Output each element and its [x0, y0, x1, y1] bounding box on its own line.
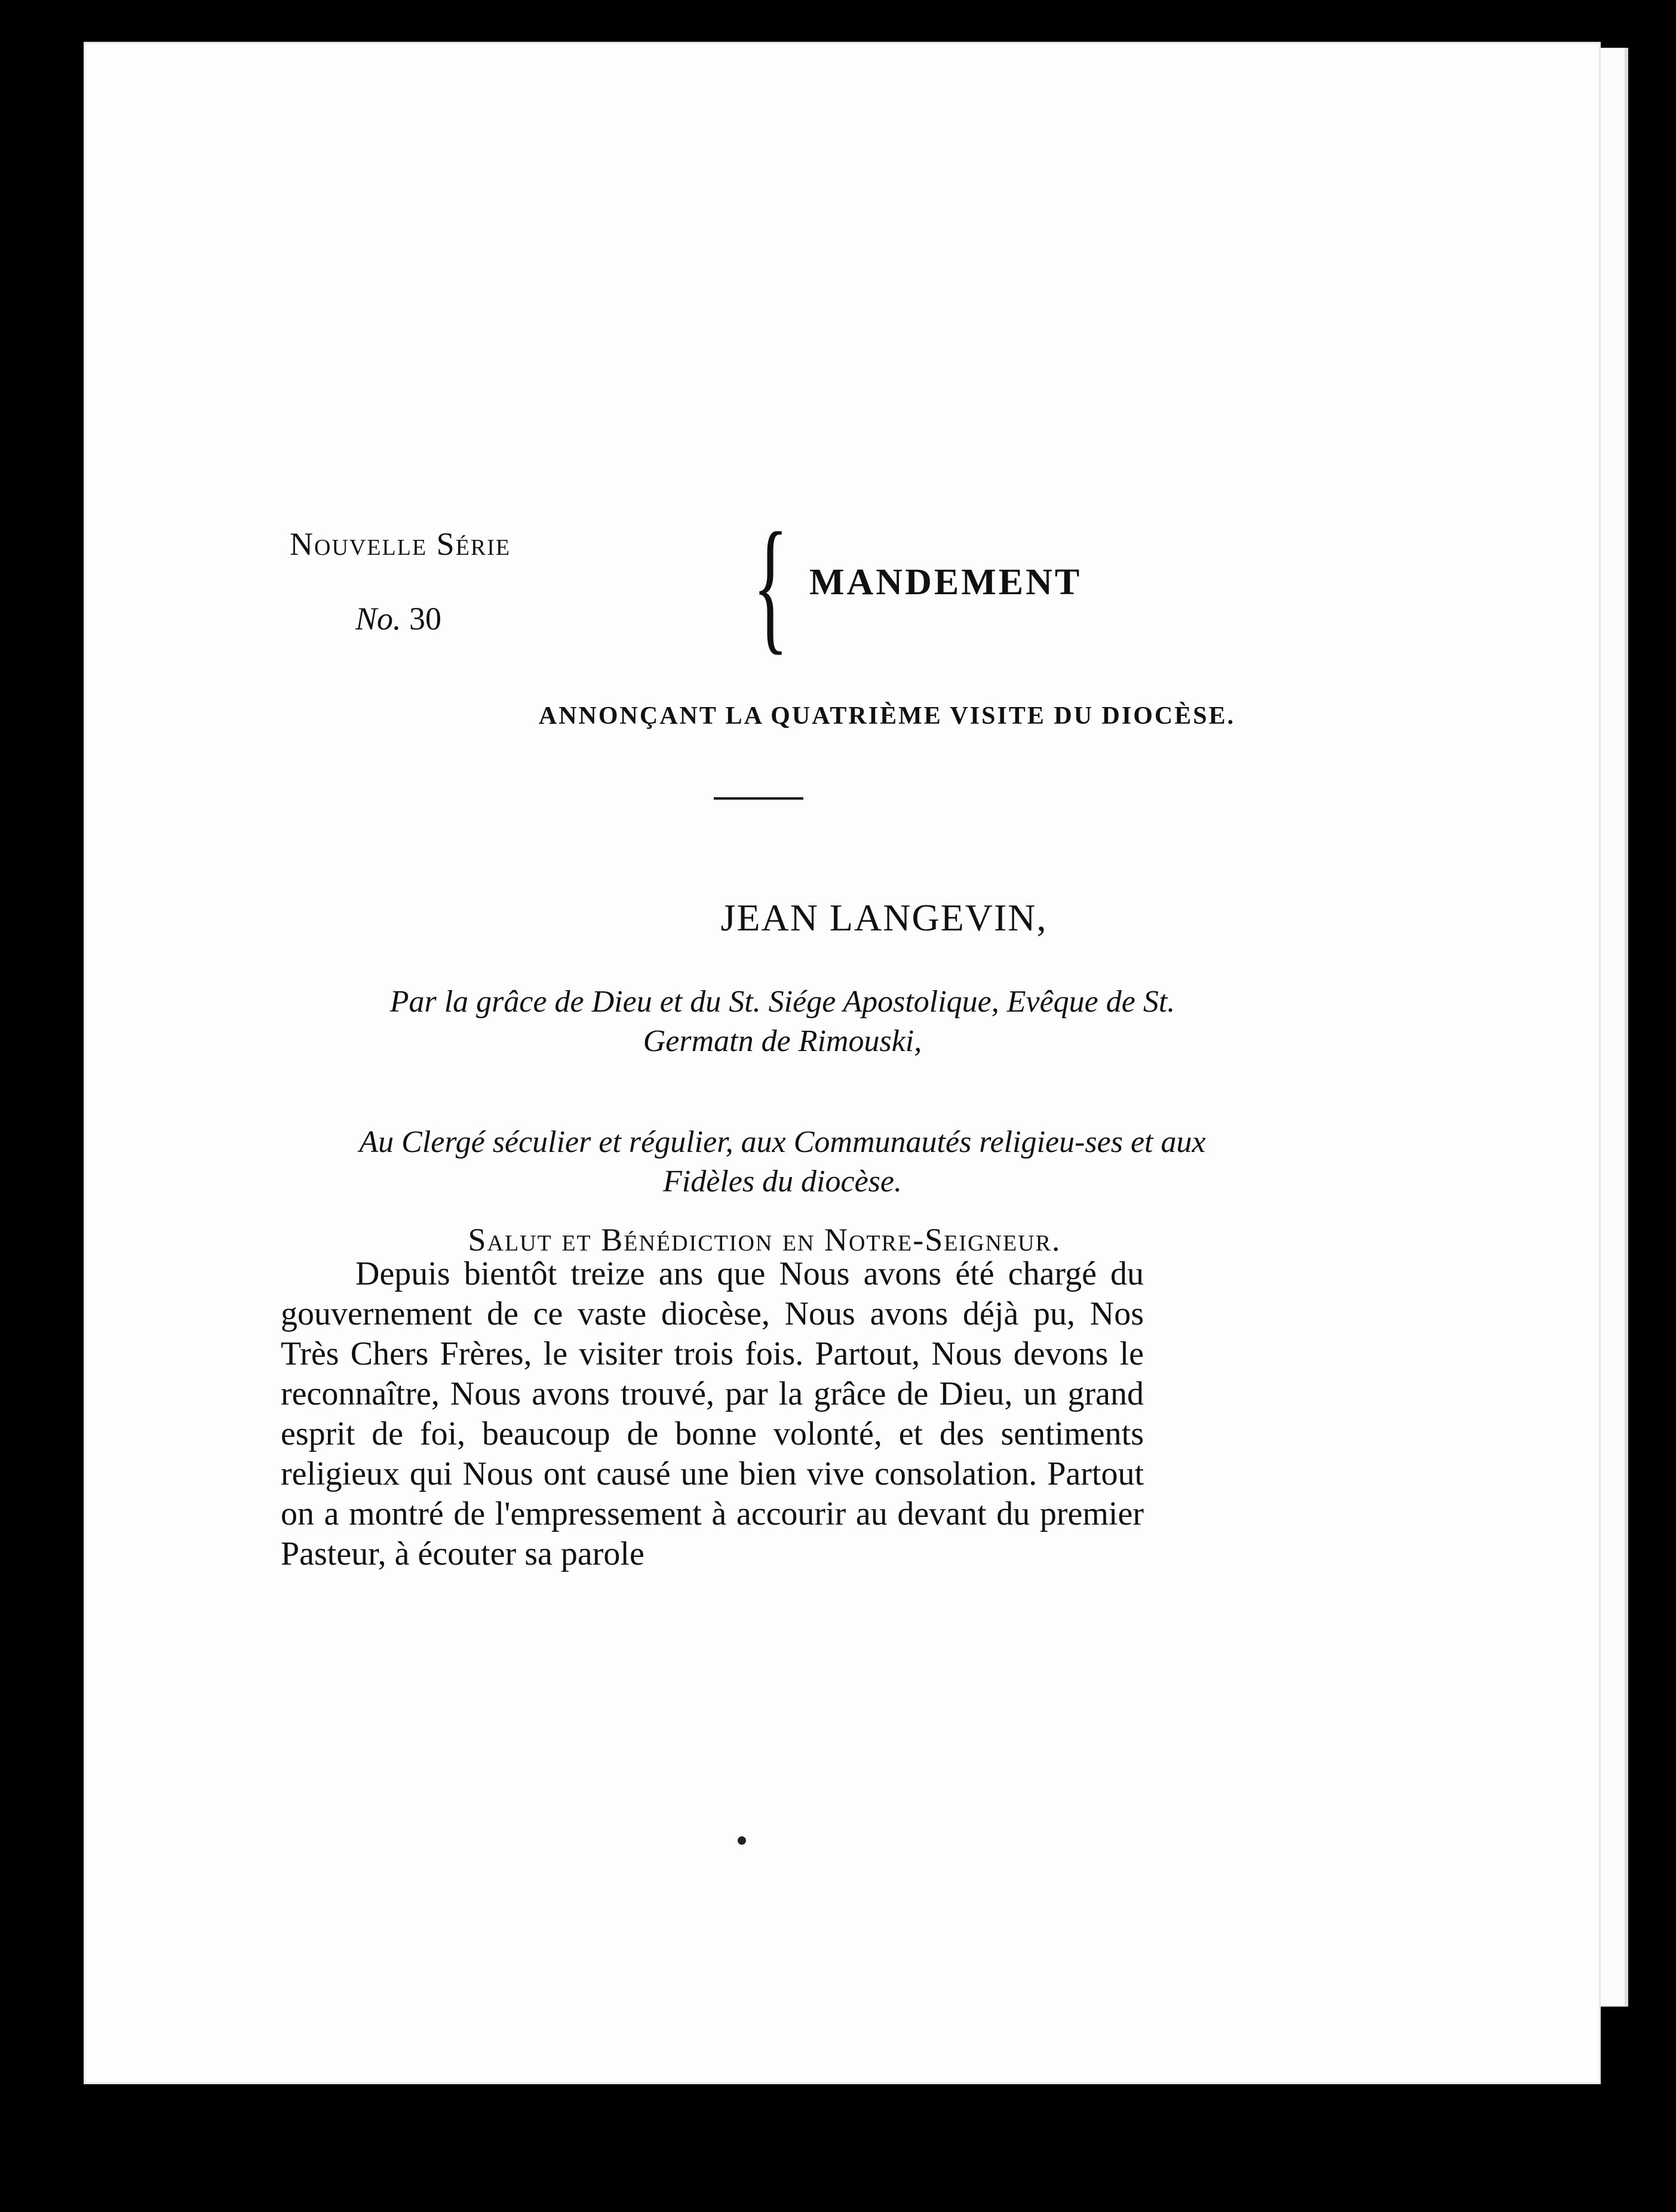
divider-rule	[714, 797, 803, 800]
author-title: Par la grâce de Dieu et du St. Siége Apostolique, Evêque de St. Germatn de Rimouski,	[389, 985, 1175, 1058]
body-text	[281, 1254, 1144, 1574]
body-paragraph: Depuis bientôt treize ans que Nous avons été chargé du gouvernement de ce vaste diocèse, Nous avons déjà pu, Nos Très Chers Frères, le visiter trois fois. Partout, Nous devons le reconnaître, Nous avons trouvé, par la grâce de Dieu, un grand esprit de foi, beaucoup de bonne volonté, et des sentiments religieux qui Nous ont causé une bien vive consolation. Partout on a montré de l'empressement à accourir au devant du premier Pasteur, à écouter sa parole	[281, 1255, 1144, 1572]
addressees: Au Clergé séculier et régulier, aux Communautés religieu-ses et aux Fidèles du diocèse.	[359, 1125, 1206, 1199]
number-value: 30	[409, 601, 442, 637]
document-type-title: MANDEMENT	[809, 562, 1082, 603]
document-page	[84, 42, 1601, 2084]
author-name: JEAN LANGEVIN,	[720, 896, 1048, 939]
salutation: Salut et Bénédiction en Notre-Seigneur.	[468, 1222, 1061, 1258]
series-label: Nouvelle Série	[290, 526, 511, 562]
document-subtitle: ANNONÇANT LA QUATRIÈME VISITE DU DIOCÈSE.	[538, 702, 1236, 730]
curly-brace: {	[753, 502, 788, 668]
document-header	[290, 502, 1082, 681]
ink-speck	[738, 1836, 746, 1845]
number-prefix: No.	[355, 601, 401, 637]
series-number	[355, 600, 441, 637]
